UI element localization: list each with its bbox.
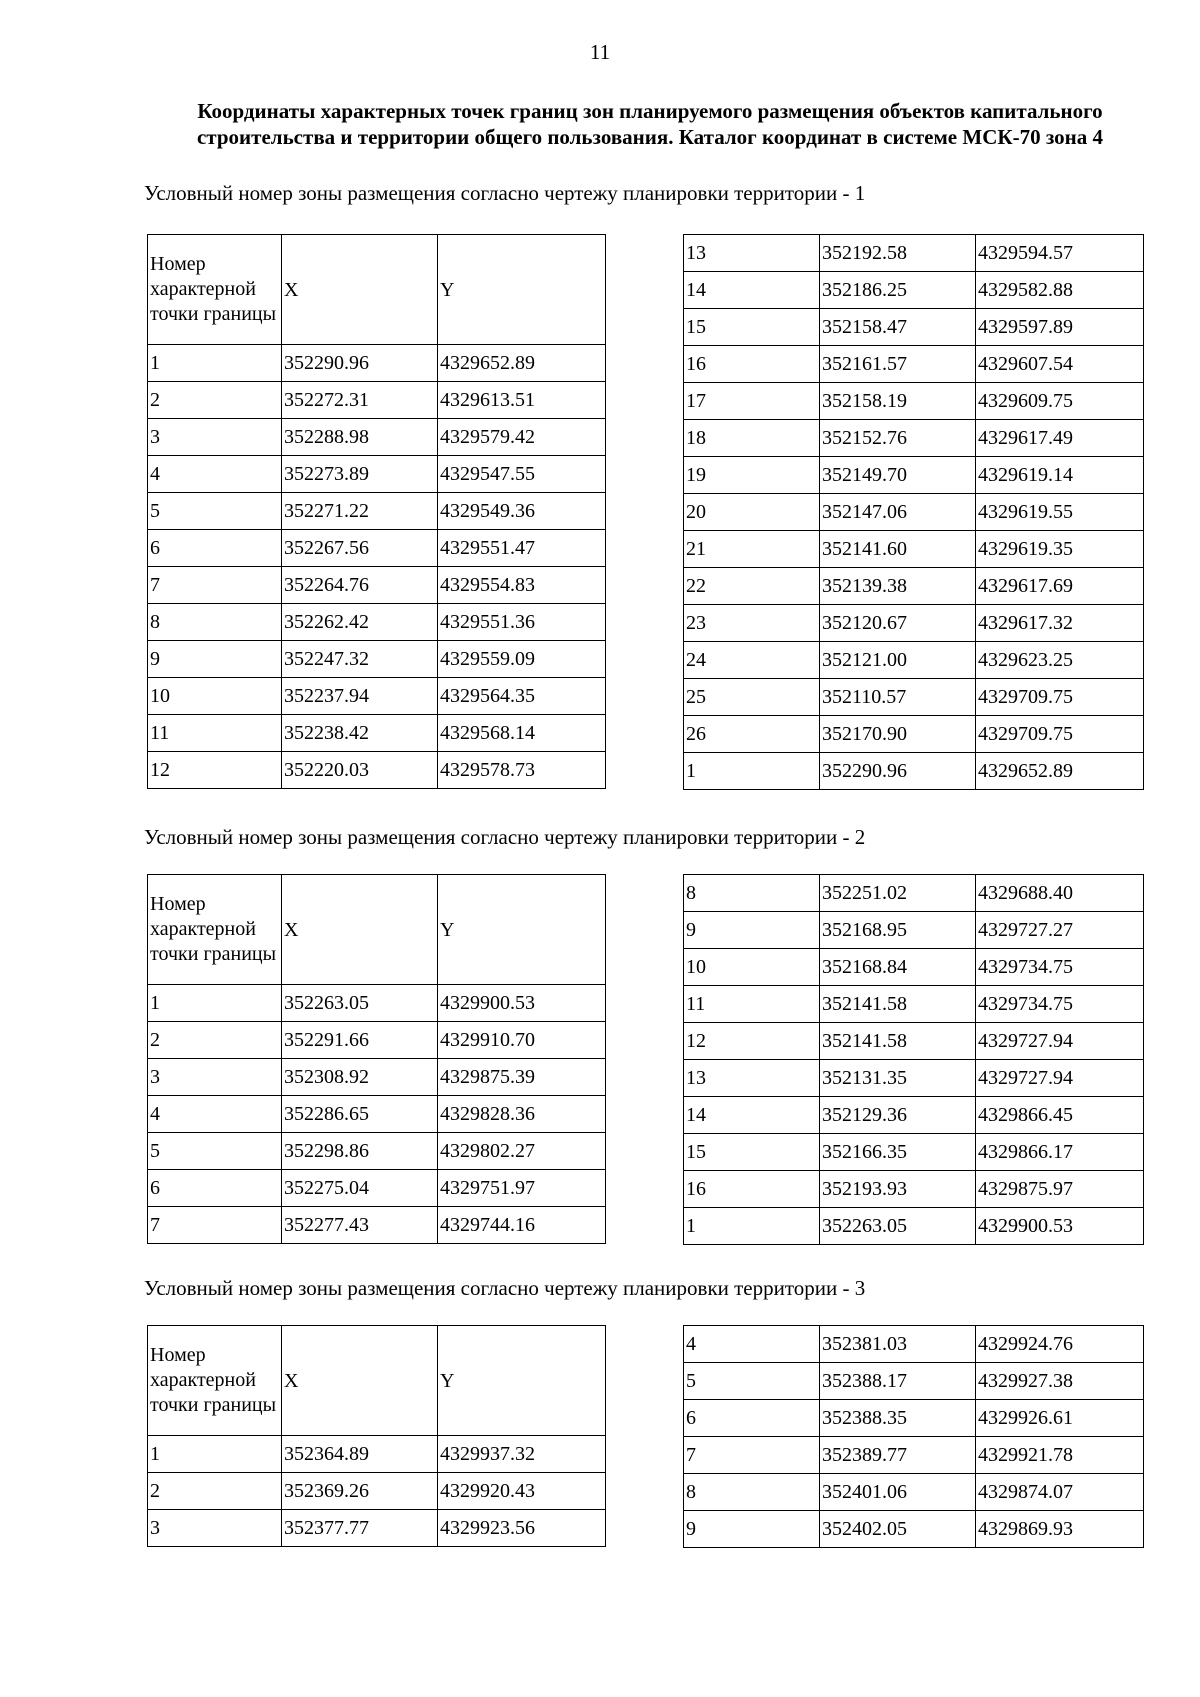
point-number-cell: 5 xyxy=(148,1133,282,1170)
x-coordinate-cell: 352141.58 xyxy=(820,986,976,1023)
y-coordinate-cell: 4329578.73 xyxy=(438,752,606,789)
point-number-cell: 23 xyxy=(684,605,820,642)
header-y: Y xyxy=(438,235,606,345)
point-number-cell: 8 xyxy=(684,1474,820,1511)
point-number-cell: 1 xyxy=(148,345,282,382)
x-coordinate-cell: 352262.42 xyxy=(282,604,438,641)
y-coordinate-cell: 4329688.40 xyxy=(976,875,1144,912)
x-coordinate-cell: 352110.57 xyxy=(820,679,976,716)
table-row xyxy=(148,715,606,752)
x-coordinate-cell: 352263.05 xyxy=(282,985,438,1022)
x-coordinate-cell: 352161.57 xyxy=(820,346,976,383)
x-coordinate-cell: 352290.96 xyxy=(282,345,438,382)
point-number-cell: 20 xyxy=(684,494,820,531)
table-row xyxy=(684,1023,1144,1060)
x-coordinate-cell: 352129.36 xyxy=(820,1097,976,1134)
table-row xyxy=(684,1437,1144,1474)
point-number-cell: 7 xyxy=(148,567,282,604)
point-number-cell: 6 xyxy=(684,1400,820,1437)
point-number-cell: 2 xyxy=(148,1022,282,1059)
table-row xyxy=(148,1473,606,1510)
x-coordinate-cell: 352388.35 xyxy=(820,1400,976,1437)
x-coordinate-cell: 352291.66 xyxy=(282,1022,438,1059)
table-row xyxy=(684,494,1144,531)
y-coordinate-cell: 4329652.89 xyxy=(976,753,1144,790)
table-row xyxy=(148,1436,606,1473)
table-row xyxy=(684,1171,1144,1208)
header-y: Y xyxy=(438,875,606,985)
table-row xyxy=(148,419,606,456)
point-number-cell: 1 xyxy=(148,1436,282,1473)
x-coordinate-cell: 352275.04 xyxy=(282,1170,438,1207)
y-coordinate-cell: 4329727.27 xyxy=(976,912,1144,949)
x-coordinate-cell: 352158.19 xyxy=(820,383,976,420)
point-number-cell: 15 xyxy=(684,309,820,346)
x-coordinate-cell: 352369.26 xyxy=(282,1473,438,1510)
point-number-cell: 25 xyxy=(684,679,820,716)
x-coordinate-cell: 352251.02 xyxy=(820,875,976,912)
point-number-cell: 17 xyxy=(684,383,820,420)
table-row xyxy=(684,420,1144,457)
x-coordinate-cell: 352264.76 xyxy=(282,567,438,604)
x-coordinate-cell: 352147.06 xyxy=(820,494,976,531)
point-number-cell: 2 xyxy=(148,382,282,419)
table-row xyxy=(684,716,1144,753)
x-coordinate-cell: 352168.95 xyxy=(820,912,976,949)
table-row xyxy=(148,530,606,567)
header-x: X xyxy=(282,875,438,985)
point-number-cell: 6 xyxy=(148,1170,282,1207)
y-coordinate-cell: 4329617.32 xyxy=(976,605,1144,642)
y-coordinate-cell: 4329609.75 xyxy=(976,383,1144,420)
x-coordinate-cell: 352298.86 xyxy=(282,1133,438,1170)
table-header-row xyxy=(148,875,606,985)
point-number-cell: 4 xyxy=(148,1096,282,1133)
x-coordinate-cell: 352158.47 xyxy=(820,309,976,346)
x-coordinate-cell: 352401.06 xyxy=(820,1474,976,1511)
y-coordinate-cell: 4329910.70 xyxy=(438,1022,606,1059)
x-coordinate-cell: 352120.67 xyxy=(820,605,976,642)
y-coordinate-cell: 4329709.75 xyxy=(976,679,1144,716)
y-coordinate-cell: 4329802.27 xyxy=(438,1133,606,1170)
x-coordinate-cell: 352277.43 xyxy=(282,1207,438,1244)
point-number-cell: 21 xyxy=(684,531,820,568)
x-coordinate-cell: 352388.17 xyxy=(820,1363,976,1400)
y-coordinate-cell: 4329923.56 xyxy=(438,1510,606,1547)
header-point-number: Номер характерной точки границы xyxy=(148,235,282,345)
x-coordinate-cell: 352149.70 xyxy=(820,457,976,494)
x-coordinate-cell: 352166.35 xyxy=(820,1134,976,1171)
x-coordinate-cell: 352141.58 xyxy=(820,1023,976,1060)
point-number-cell: 6 xyxy=(148,530,282,567)
y-coordinate-cell: 4329568.14 xyxy=(438,715,606,752)
y-coordinate-cell: 4329927.38 xyxy=(976,1363,1144,1400)
point-number-cell: 3 xyxy=(148,1059,282,1096)
zone-2-table-right xyxy=(683,874,1144,1245)
x-coordinate-cell: 352186.25 xyxy=(820,272,976,309)
y-coordinate-cell: 4329613.51 xyxy=(438,382,606,419)
point-number-cell: 2 xyxy=(148,1473,282,1510)
point-number-cell: 19 xyxy=(684,457,820,494)
y-coordinate-cell: 4329709.75 xyxy=(976,716,1144,753)
point-number-cell: 16 xyxy=(684,346,820,383)
y-coordinate-cell: 4329619.55 xyxy=(976,494,1144,531)
x-coordinate-cell: 352381.03 xyxy=(820,1326,976,1363)
table-row xyxy=(684,1326,1144,1363)
table-row xyxy=(684,1511,1144,1548)
page-number: 11 xyxy=(589,40,611,64)
point-number-cell: 9 xyxy=(684,1511,820,1548)
table-row xyxy=(684,605,1144,642)
x-coordinate-cell: 352286.65 xyxy=(282,1096,438,1133)
point-number-cell: 3 xyxy=(148,419,282,456)
table-row xyxy=(148,1096,606,1133)
point-number-cell: 4 xyxy=(148,456,282,493)
y-coordinate-cell: 4329875.97 xyxy=(976,1171,1144,1208)
table-row xyxy=(684,309,1144,346)
x-coordinate-cell: 352121.00 xyxy=(820,642,976,679)
table-row xyxy=(148,345,606,382)
y-coordinate-cell: 4329549.36 xyxy=(438,493,606,530)
y-coordinate-cell: 4329900.53 xyxy=(976,1208,1144,1245)
zone-3-table-left xyxy=(147,1325,606,1547)
y-coordinate-cell: 4329920.43 xyxy=(438,1473,606,1510)
point-number-cell: 13 xyxy=(684,235,820,272)
zone-2-heading: Условный номер зоны размещения согласно чертежу планировки территории - 2 xyxy=(144,825,866,849)
table-row xyxy=(148,1170,606,1207)
point-number-cell: 10 xyxy=(684,949,820,986)
point-number-cell: 13 xyxy=(684,1060,820,1097)
x-coordinate-cell: 352238.42 xyxy=(282,715,438,752)
point-number-cell: 11 xyxy=(148,715,282,752)
x-coordinate-cell: 352192.58 xyxy=(820,235,976,272)
table-row xyxy=(148,1022,606,1059)
point-number-cell: 16 xyxy=(684,1171,820,1208)
y-coordinate-cell: 4329924.76 xyxy=(976,1326,1144,1363)
y-coordinate-cell: 4329866.17 xyxy=(976,1134,1144,1171)
y-coordinate-cell: 4329619.35 xyxy=(976,531,1144,568)
table-row xyxy=(148,985,606,1022)
table-row xyxy=(684,272,1144,309)
table-row xyxy=(684,912,1144,949)
table-row xyxy=(684,875,1144,912)
y-coordinate-cell: 4329607.54 xyxy=(976,346,1144,383)
x-coordinate-cell: 352131.35 xyxy=(820,1060,976,1097)
point-number-cell: 9 xyxy=(684,912,820,949)
point-number-cell: 22 xyxy=(684,568,820,605)
zone-3-table-right xyxy=(683,1325,1144,1548)
point-number-cell: 24 xyxy=(684,642,820,679)
x-coordinate-cell: 352402.05 xyxy=(820,1511,976,1548)
x-coordinate-cell: 352170.90 xyxy=(820,716,976,753)
point-number-cell: 4 xyxy=(684,1326,820,1363)
x-coordinate-cell: 352263.05 xyxy=(820,1208,976,1245)
y-coordinate-cell: 4329751.97 xyxy=(438,1170,606,1207)
table-row xyxy=(684,531,1144,568)
table-header-row xyxy=(148,235,606,345)
point-number-cell: 12 xyxy=(684,1023,820,1060)
table-row xyxy=(684,986,1144,1023)
point-number-cell: 5 xyxy=(684,1363,820,1400)
x-coordinate-cell: 352290.96 xyxy=(820,753,976,790)
y-coordinate-cell: 4329547.55 xyxy=(438,456,606,493)
document-title: Координаты характерных точек границ зон планируемого размещения объектов капитального строительства и территории общего пользования. Каталог координат в системе МСК-70 зона 4 xyxy=(196,99,1103,149)
y-coordinate-cell: 4329727.94 xyxy=(976,1023,1144,1060)
table-row xyxy=(148,567,606,604)
point-number-cell: 14 xyxy=(684,272,820,309)
table-row xyxy=(148,604,606,641)
table-row xyxy=(684,1097,1144,1134)
table-row xyxy=(684,642,1144,679)
x-coordinate-cell: 352237.94 xyxy=(282,678,438,715)
table-row xyxy=(684,1400,1144,1437)
table-row xyxy=(684,457,1144,494)
zone-1-heading: Условный номер зоны размещения согласно чертежу планировки территории - 1 xyxy=(144,181,866,205)
table-row xyxy=(148,752,606,789)
y-coordinate-cell: 4329900.53 xyxy=(438,985,606,1022)
y-coordinate-cell: 4329744.16 xyxy=(438,1207,606,1244)
point-number-cell: 10 xyxy=(148,678,282,715)
y-coordinate-cell: 4329869.93 xyxy=(976,1511,1144,1548)
y-coordinate-cell: 4329619.14 xyxy=(976,457,1144,494)
table-row xyxy=(684,949,1144,986)
x-coordinate-cell: 352364.89 xyxy=(282,1436,438,1473)
header-point-number: Номер характерной точки границы xyxy=(148,1326,282,1436)
table-row xyxy=(148,493,606,530)
table-row xyxy=(148,1510,606,1547)
x-coordinate-cell: 352389.77 xyxy=(820,1437,976,1474)
zone-1-table-right xyxy=(683,234,1144,790)
y-coordinate-cell: 4329551.36 xyxy=(438,604,606,641)
y-coordinate-cell: 4329866.45 xyxy=(976,1097,1144,1134)
header-point-number: Номер характерной точки границы xyxy=(148,875,282,985)
point-number-cell: 3 xyxy=(148,1510,282,1547)
y-coordinate-cell: 4329551.47 xyxy=(438,530,606,567)
header-x: X xyxy=(282,1326,438,1436)
table-row xyxy=(148,641,606,678)
point-number-cell: 11 xyxy=(684,986,820,1023)
x-coordinate-cell: 352271.22 xyxy=(282,493,438,530)
y-coordinate-cell: 4329734.75 xyxy=(976,949,1144,986)
point-number-cell: 7 xyxy=(148,1207,282,1244)
y-coordinate-cell: 4329926.61 xyxy=(976,1400,1144,1437)
point-number-cell: 8 xyxy=(148,604,282,641)
table-row xyxy=(684,753,1144,790)
header-y: Y xyxy=(438,1326,606,1436)
y-coordinate-cell: 4329579.42 xyxy=(438,419,606,456)
x-coordinate-cell: 352193.93 xyxy=(820,1171,976,1208)
point-number-cell: 5 xyxy=(148,493,282,530)
table-row xyxy=(684,679,1144,716)
y-coordinate-cell: 4329937.32 xyxy=(438,1436,606,1473)
y-coordinate-cell: 4329921.78 xyxy=(976,1437,1144,1474)
y-coordinate-cell: 4329554.83 xyxy=(438,567,606,604)
x-coordinate-cell: 352377.77 xyxy=(282,1510,438,1547)
y-coordinate-cell: 4329559.09 xyxy=(438,641,606,678)
x-coordinate-cell: 352152.76 xyxy=(820,420,976,457)
point-number-cell: 18 xyxy=(684,420,820,457)
zone-1-table-left xyxy=(147,234,606,789)
zone-3-heading: Условный номер зоны размещения согласно чертежу планировки территории - 3 xyxy=(144,1276,866,1300)
point-number-cell: 1 xyxy=(148,985,282,1022)
point-number-cell: 7 xyxy=(684,1437,820,1474)
table-row xyxy=(684,1134,1144,1171)
table-row xyxy=(684,1474,1144,1511)
table-row xyxy=(684,1363,1144,1400)
y-coordinate-cell: 4329617.49 xyxy=(976,420,1144,457)
y-coordinate-cell: 4329564.35 xyxy=(438,678,606,715)
table-row xyxy=(684,1060,1144,1097)
table-row xyxy=(148,456,606,493)
table-row xyxy=(148,1133,606,1170)
point-number-cell: 1 xyxy=(684,1208,820,1245)
table-row xyxy=(684,568,1144,605)
y-coordinate-cell: 4329828.36 xyxy=(438,1096,606,1133)
zone-2-table-left xyxy=(147,874,606,1244)
table-row xyxy=(684,383,1144,420)
y-coordinate-cell: 4329652.89 xyxy=(438,345,606,382)
x-coordinate-cell: 352272.31 xyxy=(282,382,438,419)
y-coordinate-cell: 4329594.57 xyxy=(976,235,1144,272)
x-coordinate-cell: 352141.60 xyxy=(820,531,976,568)
table-row xyxy=(684,235,1144,272)
point-number-cell: 8 xyxy=(684,875,820,912)
point-number-cell: 15 xyxy=(684,1134,820,1171)
y-coordinate-cell: 4329623.25 xyxy=(976,642,1144,679)
x-coordinate-cell: 352168.84 xyxy=(820,949,976,986)
x-coordinate-cell: 352220.03 xyxy=(282,752,438,789)
point-number-cell: 26 xyxy=(684,716,820,753)
table-row xyxy=(148,1059,606,1096)
y-coordinate-cell: 4329734.75 xyxy=(976,986,1144,1023)
x-coordinate-cell: 352247.32 xyxy=(282,641,438,678)
y-coordinate-cell: 4329617.69 xyxy=(976,568,1144,605)
x-coordinate-cell: 352308.92 xyxy=(282,1059,438,1096)
header-x: X xyxy=(282,235,438,345)
point-number-cell: 9 xyxy=(148,641,282,678)
y-coordinate-cell: 4329875.39 xyxy=(438,1059,606,1096)
point-number-cell: 12 xyxy=(148,752,282,789)
point-number-cell: 14 xyxy=(684,1097,820,1134)
y-coordinate-cell: 4329597.89 xyxy=(976,309,1144,346)
x-coordinate-cell: 352139.38 xyxy=(820,568,976,605)
y-coordinate-cell: 4329727.94 xyxy=(976,1060,1144,1097)
table-row xyxy=(148,382,606,419)
x-coordinate-cell: 352273.89 xyxy=(282,456,438,493)
table-row xyxy=(684,1208,1144,1245)
point-number-cell: 1 xyxy=(684,753,820,790)
x-coordinate-cell: 352267.56 xyxy=(282,530,438,567)
y-coordinate-cell: 4329874.07 xyxy=(976,1474,1144,1511)
x-coordinate-cell: 352288.98 xyxy=(282,419,438,456)
table-row xyxy=(684,346,1144,383)
table-row xyxy=(148,1207,606,1244)
y-coordinate-cell: 4329582.88 xyxy=(976,272,1144,309)
table-row xyxy=(148,678,606,715)
table-header-row xyxy=(148,1326,606,1436)
